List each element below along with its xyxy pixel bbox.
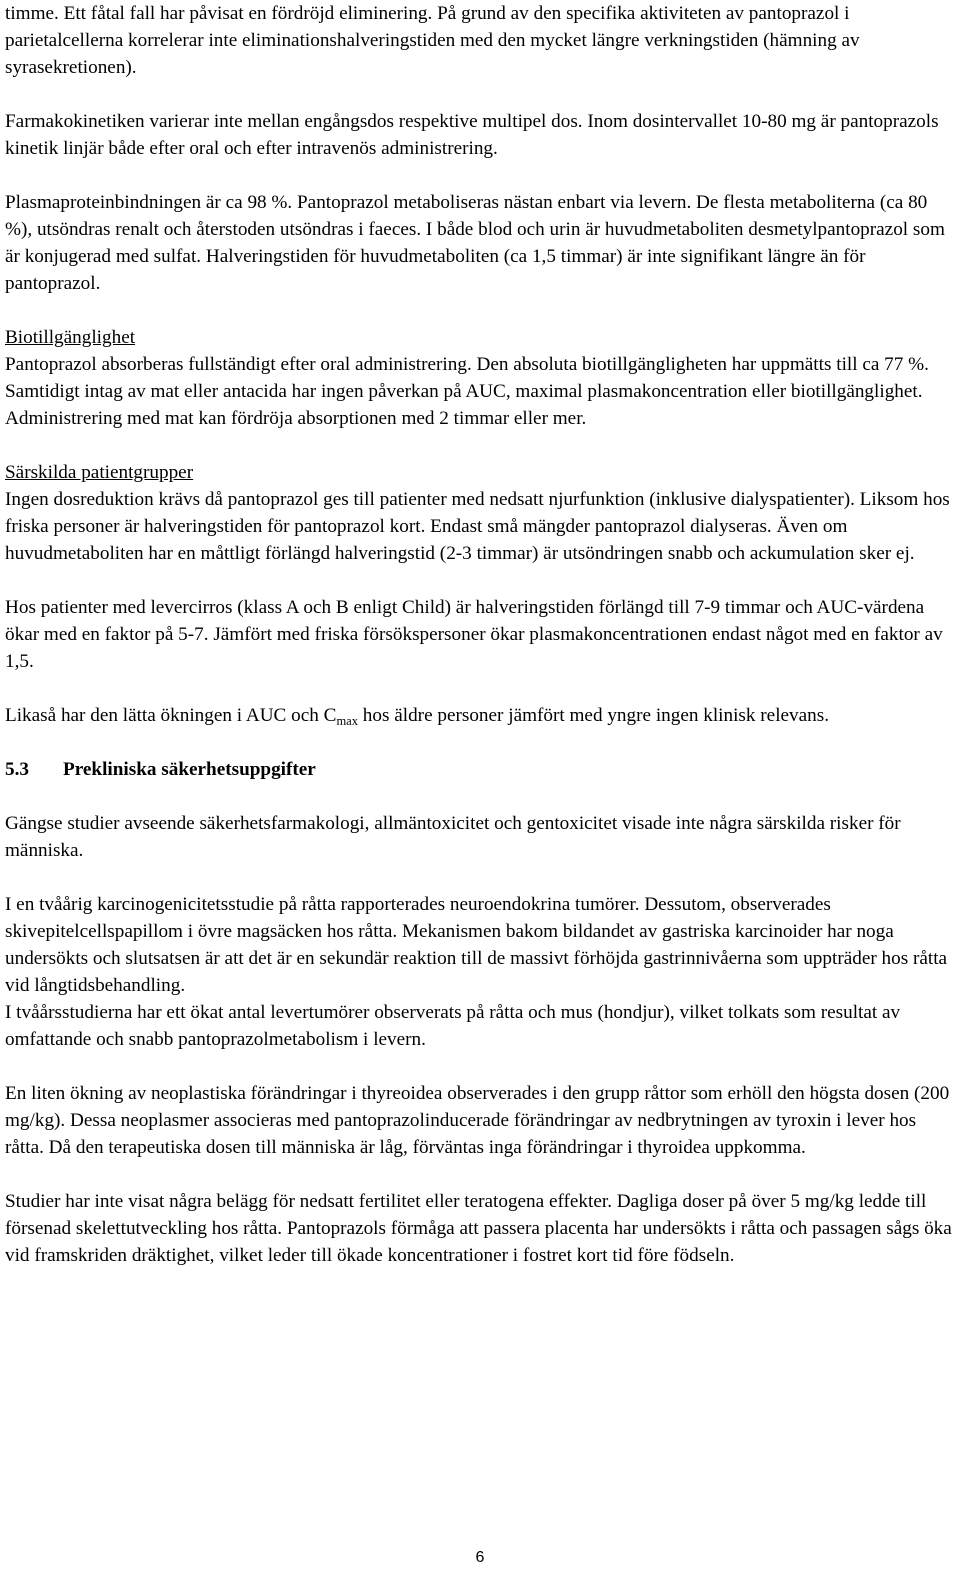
paragraph-liver-tumors: I tvåårsstudierna har ett ökat antal levertumörer observerats på råtta och mus (hondjur), vilket tolkats som resultat av omfattande och snabb pantoprazolmetabolism i levern. (5, 1002, 901, 1050)
bioavailability-text: Pantoprazol absorberas fullständigt efter oral administrering. Den absoluta biotillgängligheten har uppmätts till ca 77 %. Samtidigt intag av mat eller antacida har ingen påverkan på AUC, maximal plasmakoncentration eller biotillgänglighet. Administrering med mat kan fördröja absorptionen med 2 timmar eller mer. (5, 354, 929, 429)
section-title: Prekliniska säkerhetsuppgifter (63, 759, 316, 780)
bioavailability-section (5, 324, 953, 432)
paragraph-elimination: timme. Ett fåtal fall har påvisat en fördröjd eliminering. På grund av den specifika aktiviteten av pantoprazol i parietalcellerna korrelerar inte eliminationshalveringstiden med den mycket längre verkningstiden (hämning av syrasekretionen). (5, 3, 860, 78)
paragraph-kinetics: Farmakokinetiken varierar inte mellan engångsdos respektive multipel dos. Inom dosintervallet 10-80 mg är pantoprazols kinetik linjär både efter oral och efter intravenös administrering. (5, 111, 939, 159)
paragraph-metabolism: Plasmaproteinbindningen är ca 98 %. Pantoprazol metaboliseras nästan enbart via levern. De flesta metaboliterna (ca 80 %), utsöndras renalt och återstoden utsöndras i faeces. I både blod och urin är huvudmetaboliten desmetylpantoprazol som är konjugerad med sulfat. Halveringstiden för huvudmetaboliten (ca 1,5 timmar) är inte signifikant längre än för pantoprazol. (5, 192, 945, 294)
elderly-text-before: Likaså har den lätta ökningen i AUC och C (5, 705, 337, 726)
section-heading (5, 756, 953, 783)
document-page (5, 0, 953, 1296)
paragraph-safety-pharmacology: Gängse studier avseende säkerhetsfarmakologi, allmäntoxicitet och gentoxicitet visade inte några särskilda risker för människa. (5, 813, 901, 861)
special-groups-text: Ingen dosreduktion krävs då pantoprazol ges till patienter med nedsatt njurfunktion (inklusive dialyspatienter). Liksom hos friska personer är halveringstiden för pantoprazol kort. Endast små mängder pantoprazol dialyseras. Även om huvudmetaboliten har en måttligt förlängd halveringstid (2-3 timmar) är utsöndringen snabb och ackumulation sker ej. (5, 489, 950, 564)
paragraph-elderly (5, 702, 953, 729)
paragraph-thyroid: En liten ökning av neoplastiska förändringar i thyreoidea observerades i den grupp råttor som erhöll den högsta dosen (200 mg/kg). Dessa neoplasmer associeras med pantoprazolinducerade förändringar av nedbrytningen av tyroxin i lever hos råtta. Då den terapeutiska dosen till människa är låg, förväntas inga förändringar i thyroidea uppkomma. (5, 1083, 950, 1158)
paragraph-cirrhosis: Hos patienter med levercirros (klass A och B enligt Child) är halveringstiden förlängd till 7-9 timmar och AUC-värdena ökar med en faktor på 5-7. Jämfört med friska försökspersoner ökar plasmakoncentrationen endast något med en faktor av 1,5. (5, 597, 943, 672)
paragraph-carcinogenicity: I en tvåårig karcinogenicitetsstudie på råtta rapporterades neuroendokrina tumörer. Dessutom, observerades skivepitelcellspapillom i övre magsäcken hos råtta. Mekanismen bakom bildandet av gastriska karcinoider har noga undersökts och slutsatsen är att det är en sekundär reaktion till de massivt förhöjda gastrinnivåerna som uppträder hos råtta vid långtidsbehandling. (5, 894, 948, 996)
bioavailability-heading: Biotillgänglighet (5, 327, 136, 348)
cmax-subscript: max (336, 714, 358, 728)
special-groups-section (5, 459, 953, 567)
paragraph-fertility: Studier har inte visat några belägg för nedsatt fertilitet eller teratogena effekter. Dagliga doser på över 5 mg/kg ledde till försenad skelettutveckling hos råtta. Pantoprazols förmåga att passera placenta har undersökts i råtta och passagen sågs öka vid framskriden dräktighet, vilket leder till ökade koncentrationer i fostret kort tid före födseln. (5, 1191, 952, 1266)
elderly-text-after: hos äldre personer jämfört med yngre ingen klinisk relevans. (357, 705, 830, 726)
special-groups-heading: Särskilda patientgrupper (5, 462, 194, 483)
section-number: 5.3 (5, 759, 29, 780)
page-number: 6 (475, 1549, 485, 1566)
